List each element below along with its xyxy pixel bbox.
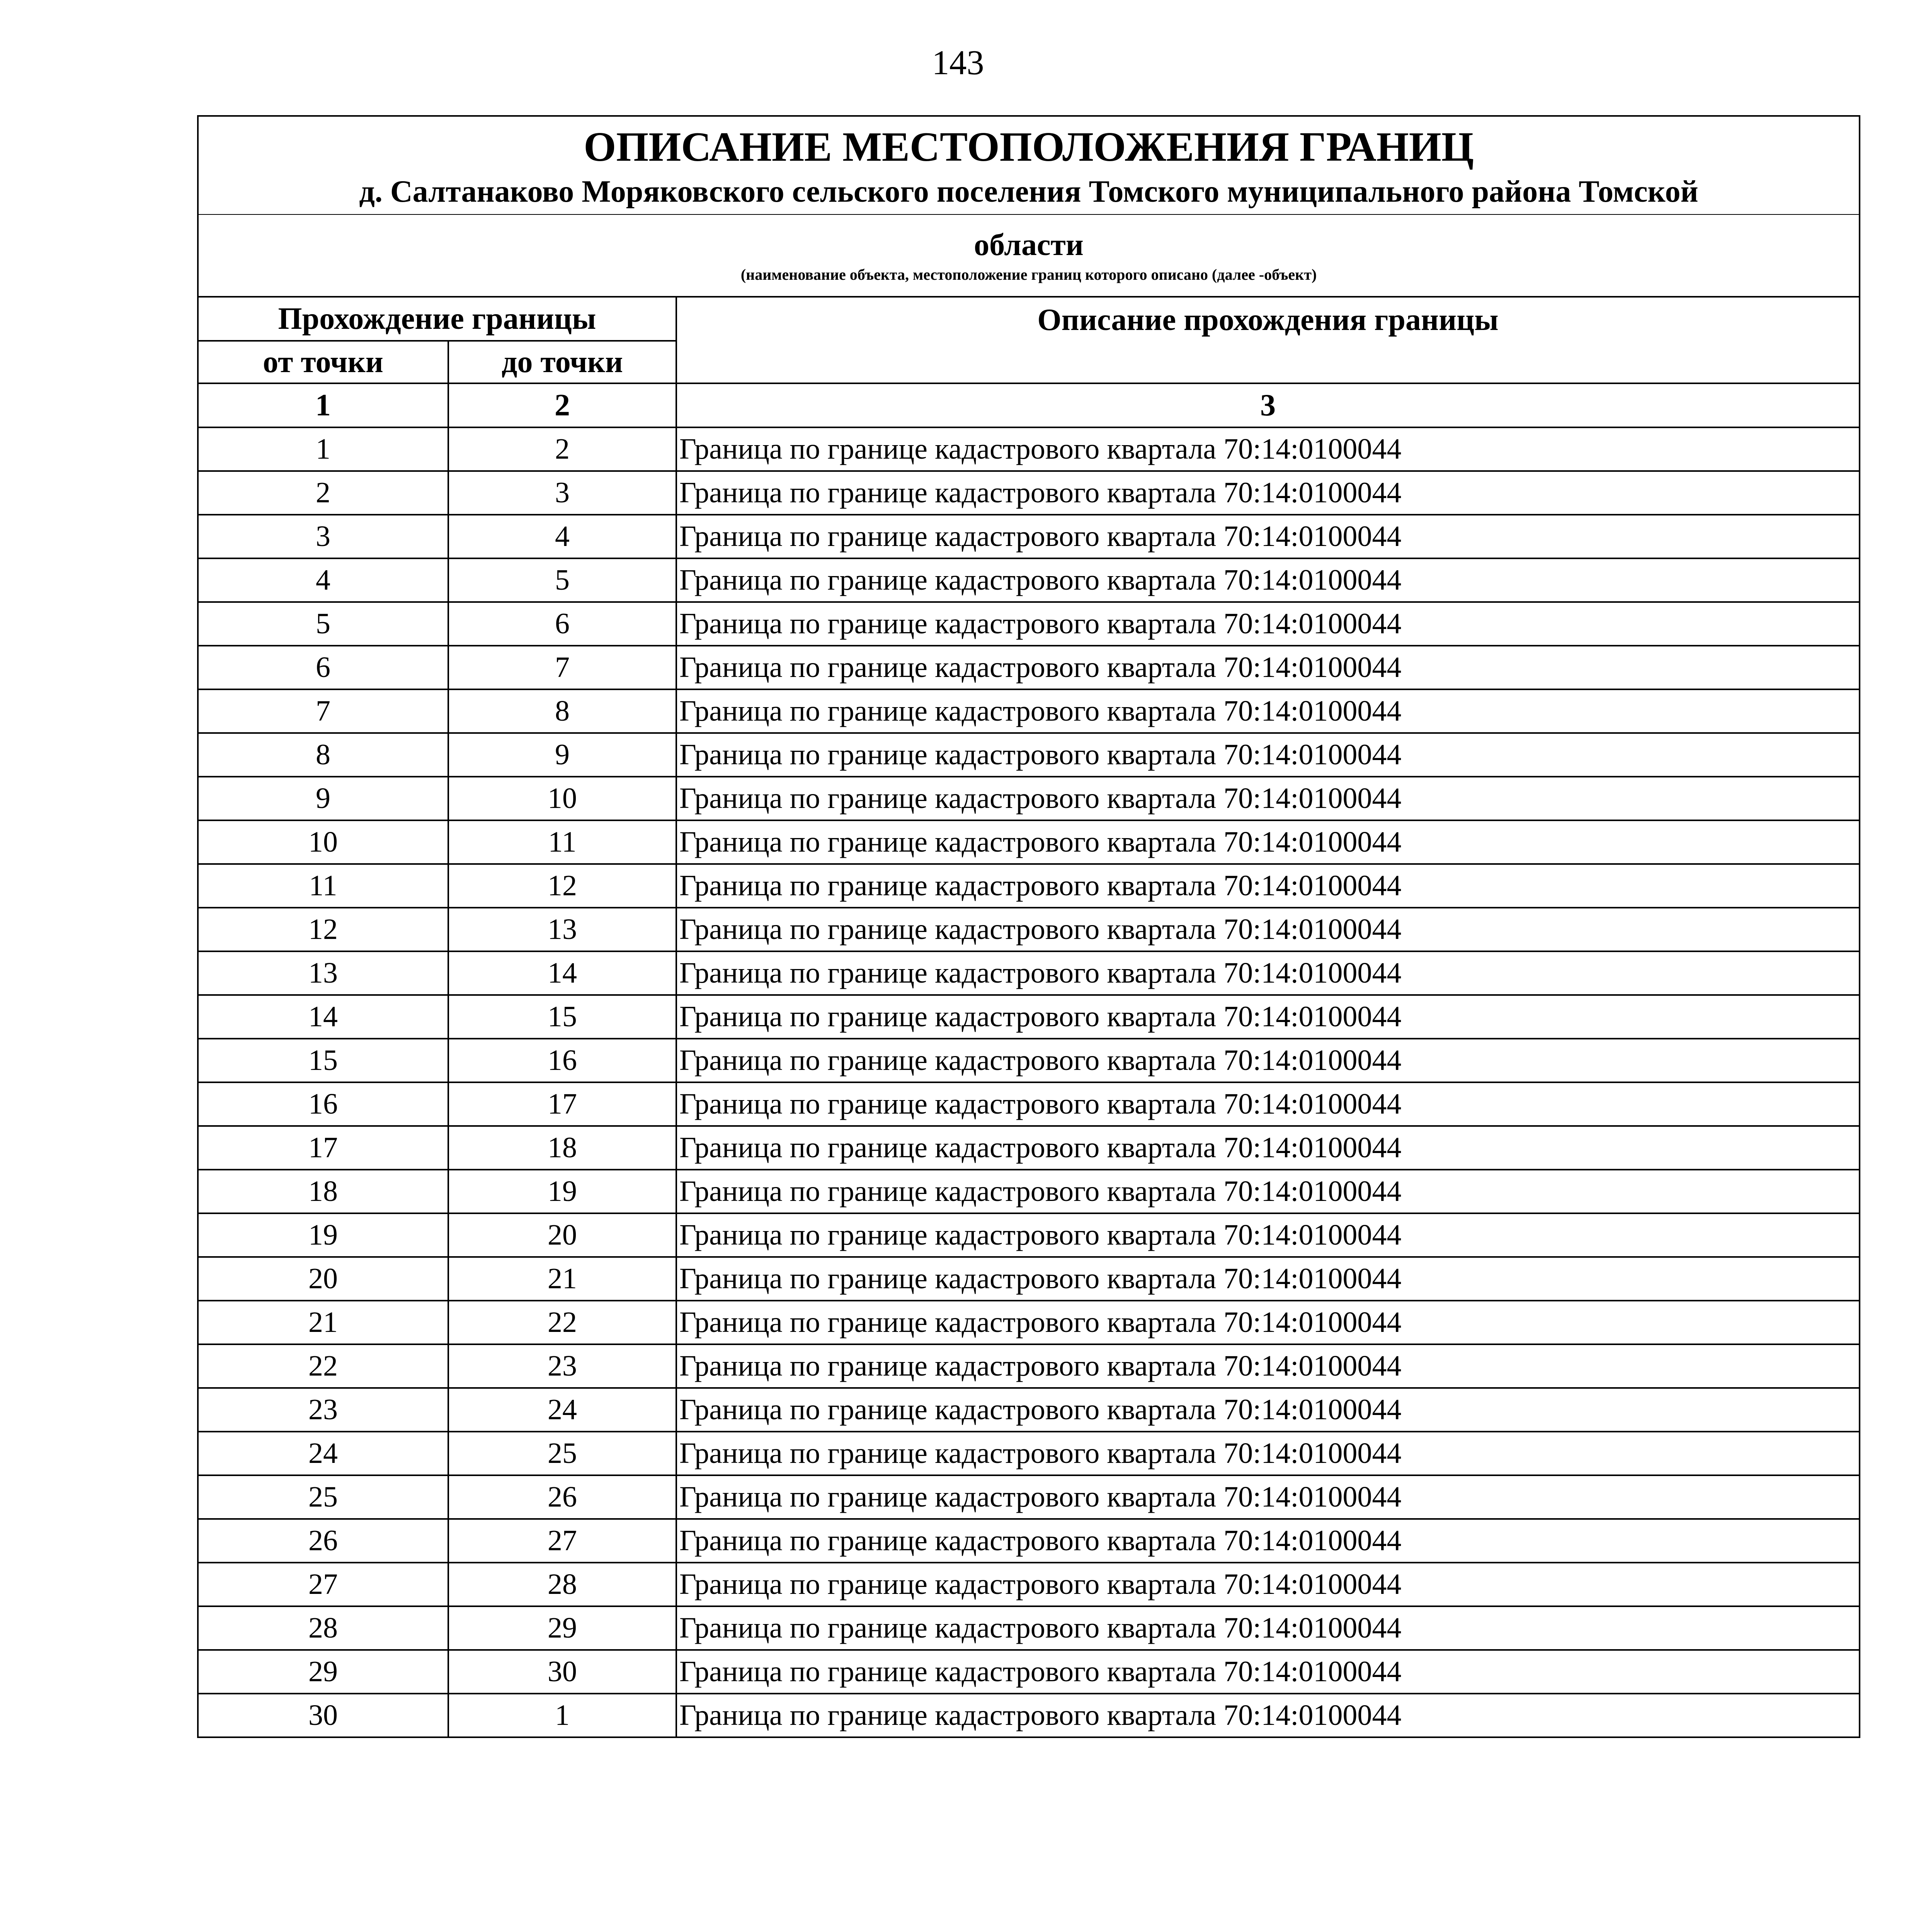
page-number: 143 xyxy=(932,44,984,82)
table-row xyxy=(198,733,1860,777)
description-cell: Граница по границе кадастрового квартала 70:14:0100044 xyxy=(676,1039,1860,1082)
table-row xyxy=(198,1301,1860,1344)
to-point-cell: 30 xyxy=(448,1650,676,1694)
description-cell: Граница по границе кадастрового квартала 70:14:0100044 xyxy=(676,1126,1860,1170)
description-cell: Граница по границе кадастрового квартала 70:14:0100044 xyxy=(676,515,1860,558)
from-point-cell: 24 xyxy=(198,1432,448,1475)
table-row xyxy=(198,1563,1860,1606)
description-cell: Граница по границе кадастрового квартала 70:14:0100044 xyxy=(676,820,1860,864)
document-caption: (наименование объекта, местоположение границ которого описано (далее -объект) xyxy=(740,266,1317,283)
description-cell: Граница по границе кадастрового квартала 70:14:0100044 xyxy=(676,1432,1860,1475)
table-row xyxy=(198,471,1860,515)
from-point-cell: 13 xyxy=(198,951,448,995)
from-point-cell: 5 xyxy=(198,602,448,646)
to-point-cell: 28 xyxy=(448,1563,676,1606)
from-point-cell: 28 xyxy=(198,1606,448,1650)
description-cell: Граница по границе кадастрового квартала 70:14:0100044 xyxy=(676,908,1860,951)
column-number-3: 3 xyxy=(676,383,1860,427)
to-point-cell: 2 xyxy=(448,427,676,471)
table-row xyxy=(198,864,1860,908)
to-point-cell: 17 xyxy=(448,1082,676,1126)
table-row xyxy=(198,1257,1860,1301)
to-point-cell: 15 xyxy=(448,995,676,1039)
to-point-cell: 10 xyxy=(448,777,676,820)
to-point-cell: 19 xyxy=(448,1170,676,1213)
description-cell: Граница по границе кадастрового квартала 70:14:0100044 xyxy=(676,558,1860,602)
header-boundary-description: Описание прохождения границы xyxy=(676,297,1860,383)
header-boundary-passage: Прохождение границы xyxy=(198,297,676,341)
description-cell: Граница по границе кадастрового квартала 70:14:0100044 xyxy=(676,995,1860,1039)
from-point-cell: 22 xyxy=(198,1344,448,1388)
to-point-cell: 21 xyxy=(448,1257,676,1301)
description-cell: Граница по границе кадастрового квартала 70:14:0100044 xyxy=(676,1301,1860,1344)
subtitle-cell xyxy=(198,214,1860,297)
description-cell: Граница по границе кадастрового квартала 70:14:0100044 xyxy=(676,602,1860,646)
to-point-cell: 6 xyxy=(448,602,676,646)
from-point-cell: 26 xyxy=(198,1519,448,1563)
to-point-cell: 26 xyxy=(448,1475,676,1519)
table-row xyxy=(198,908,1860,951)
table-row xyxy=(198,602,1860,646)
description-cell: Граница по границе кадастрового квартала 70:14:0100044 xyxy=(676,689,1860,733)
description-cell: Граница по границе кадастрового квартала 70:14:0100044 xyxy=(676,1213,1860,1257)
table-row xyxy=(198,1082,1860,1126)
header-to-point: до точки xyxy=(448,341,676,383)
description-cell: Граница по границе кадастрового квартала 70:14:0100044 xyxy=(676,1257,1860,1301)
from-point-cell: 16 xyxy=(198,1082,448,1126)
table-row xyxy=(198,1432,1860,1475)
table-row xyxy=(198,995,1860,1039)
header-from-point: от точки xyxy=(198,341,448,383)
to-point-cell: 11 xyxy=(448,820,676,864)
table-row xyxy=(198,427,1860,471)
from-point-cell: 7 xyxy=(198,689,448,733)
description-cell: Граница по границе кадастрового квартала 70:14:0100044 xyxy=(676,1606,1860,1650)
description-cell: Граница по границе кадастрового квартала 70:14:0100044 xyxy=(676,1082,1860,1126)
table-row xyxy=(198,1606,1860,1650)
table-row xyxy=(198,1170,1860,1213)
table-row xyxy=(198,951,1860,995)
document-title: ОПИСАНИЕ МЕСТОПОЛОЖЕНИЯ ГРАНИЦ xyxy=(584,124,1474,170)
to-point-cell: 29 xyxy=(448,1606,676,1650)
from-point-cell: 4 xyxy=(198,558,448,602)
from-point-cell: 29 xyxy=(198,1650,448,1694)
to-point-cell: 9 xyxy=(448,733,676,777)
from-point-cell: 17 xyxy=(198,1126,448,1170)
description-cell: Граница по границе кадастрового квартала 70:14:0100044 xyxy=(676,1170,1860,1213)
table-row xyxy=(198,1650,1860,1694)
to-point-cell: 3 xyxy=(448,471,676,515)
document-subtitle-line1: д. Салтанаково Моряковского сельского поселения Томского муниципального района Томской xyxy=(359,175,1698,209)
description-cell: Граница по границе кадастрового квартала 70:14:0100044 xyxy=(676,951,1860,995)
to-point-cell: 5 xyxy=(448,558,676,602)
table-row xyxy=(198,515,1860,558)
description-cell: Граница по границе кадастрового квартала 70:14:0100044 xyxy=(676,1519,1860,1563)
from-point-cell: 25 xyxy=(198,1475,448,1519)
table-row xyxy=(198,1475,1860,1519)
title-cell xyxy=(198,116,1860,214)
to-point-cell: 13 xyxy=(448,908,676,951)
table-row xyxy=(198,1519,1860,1563)
description-cell: Граница по границе кадастрового квартала 70:14:0100044 xyxy=(676,1650,1860,1694)
from-point-cell: 21 xyxy=(198,1301,448,1344)
boundary-description-table xyxy=(197,115,1860,1738)
from-point-cell: 18 xyxy=(198,1170,448,1213)
from-point-cell: 20 xyxy=(198,1257,448,1301)
table-row xyxy=(198,1694,1860,1737)
from-point-cell: 30 xyxy=(198,1694,448,1737)
description-cell: Граница по границе кадастрового квартала 70:14:0100044 xyxy=(676,1563,1860,1606)
to-point-cell: 12 xyxy=(448,864,676,908)
table-row xyxy=(198,1039,1860,1082)
description-cell: Граница по границе кадастрового квартала 70:14:0100044 xyxy=(676,1388,1860,1432)
table-row xyxy=(198,646,1860,689)
description-cell: Граница по границе кадастрового квартала 70:14:0100044 xyxy=(676,1344,1860,1388)
table-row xyxy=(198,777,1860,820)
table-row xyxy=(198,820,1860,864)
from-point-cell: 10 xyxy=(198,820,448,864)
to-point-cell: 25 xyxy=(448,1432,676,1475)
from-point-cell: 19 xyxy=(198,1213,448,1257)
from-point-cell: 2 xyxy=(198,471,448,515)
document-subtitle-line2: области xyxy=(974,228,1084,262)
column-number-1: 1 xyxy=(198,383,448,427)
column-number-2: 2 xyxy=(448,383,676,427)
table-row xyxy=(198,1213,1860,1257)
to-point-cell: 7 xyxy=(448,646,676,689)
from-point-cell: 3 xyxy=(198,515,448,558)
description-cell: Граница по границе кадастрового квартала 70:14:0100044 xyxy=(676,471,1860,515)
from-point-cell: 14 xyxy=(198,995,448,1039)
description-cell: Граница по границе кадастрового квартала 70:14:0100044 xyxy=(676,646,1860,689)
to-point-cell: 18 xyxy=(448,1126,676,1170)
description-cell: Граница по границе кадастрового квартала 70:14:0100044 xyxy=(676,777,1860,820)
to-point-cell: 27 xyxy=(448,1519,676,1563)
description-cell: Граница по границе кадастрового квартала 70:14:0100044 xyxy=(676,1475,1860,1519)
description-cell: Граница по границе кадастрового квартала 70:14:0100044 xyxy=(676,733,1860,777)
to-point-cell: 8 xyxy=(448,689,676,733)
from-point-cell: 11 xyxy=(198,864,448,908)
from-point-cell: 23 xyxy=(198,1388,448,1432)
from-point-cell: 6 xyxy=(198,646,448,689)
from-point-cell: 1 xyxy=(198,427,448,471)
to-point-cell: 20 xyxy=(448,1213,676,1257)
to-point-cell: 4 xyxy=(448,515,676,558)
to-point-cell: 23 xyxy=(448,1344,676,1388)
table-row xyxy=(198,558,1860,602)
to-point-cell: 14 xyxy=(448,951,676,995)
to-point-cell: 24 xyxy=(448,1388,676,1432)
table-row xyxy=(198,689,1860,733)
from-point-cell: 8 xyxy=(198,733,448,777)
table-row xyxy=(198,1344,1860,1388)
description-cell: Граница по границе кадастрового квартала 70:14:0100044 xyxy=(676,1694,1860,1737)
table-row xyxy=(198,1388,1860,1432)
description-cell: Граница по границе кадастрового квартала 70:14:0100044 xyxy=(676,427,1860,471)
from-point-cell: 9 xyxy=(198,777,448,820)
from-point-cell: 12 xyxy=(198,908,448,951)
to-point-cell: 22 xyxy=(448,1301,676,1344)
to-point-cell: 1 xyxy=(448,1694,676,1737)
table-row xyxy=(198,1126,1860,1170)
from-point-cell: 27 xyxy=(198,1563,448,1606)
description-cell: Граница по границе кадастрового квартала 70:14:0100044 xyxy=(676,864,1860,908)
from-point-cell: 15 xyxy=(198,1039,448,1082)
to-point-cell: 16 xyxy=(448,1039,676,1082)
